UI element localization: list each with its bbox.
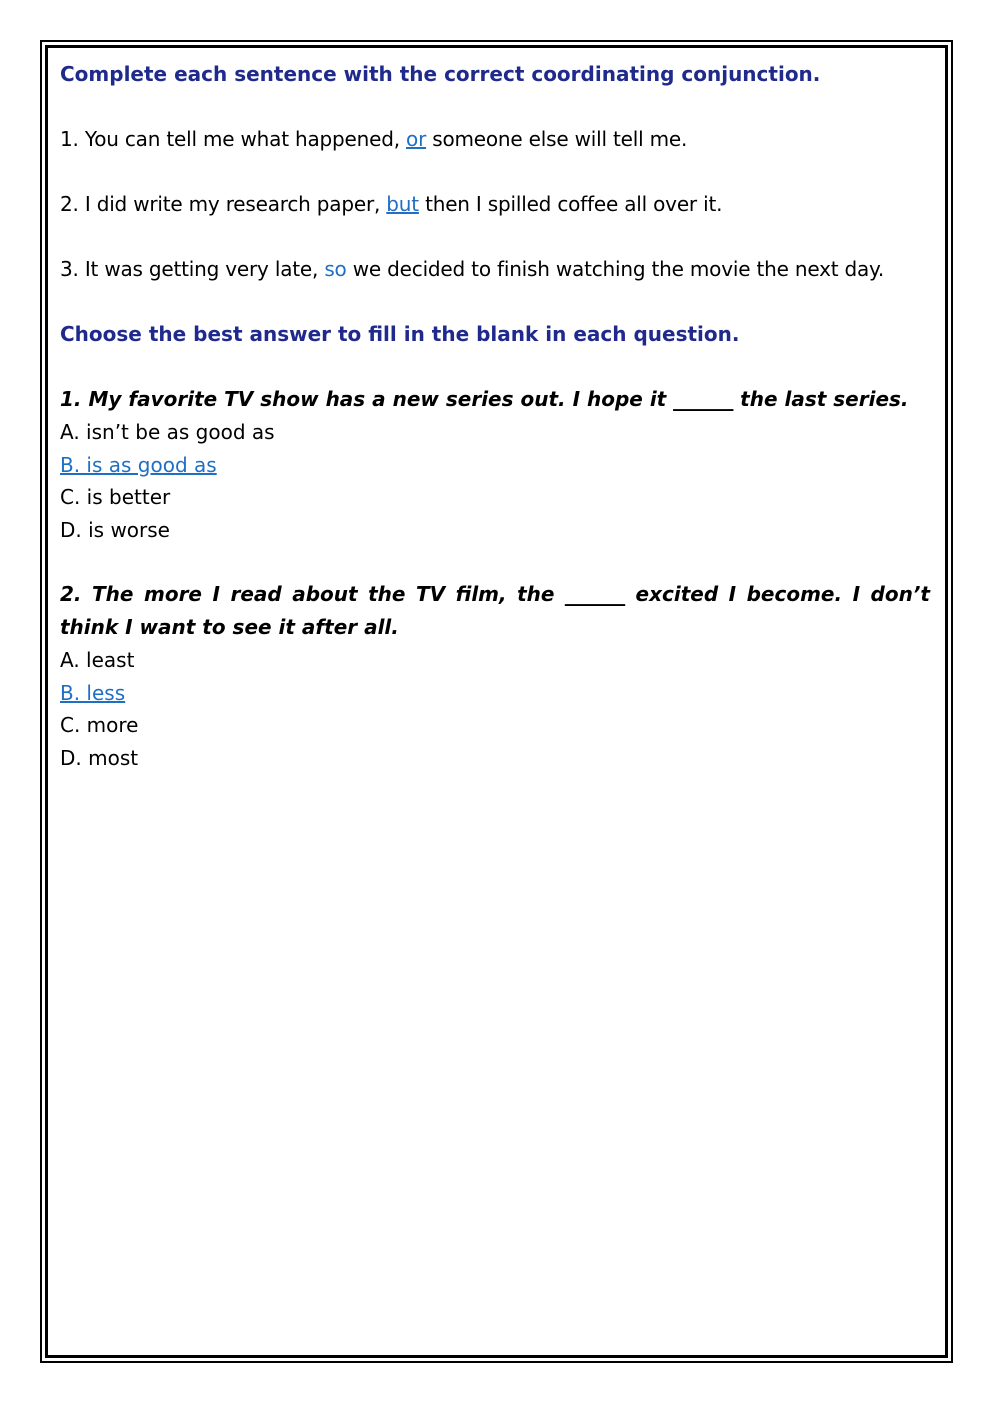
question-1-option-b-correct[interactable]: B. is as good as bbox=[60, 452, 217, 477]
sentence-3-after: we decided to finish watching the movie the next day. bbox=[346, 257, 884, 281]
section-title-conjunctions: Complete each sentence with the correct coordinating conjunction. bbox=[60, 62, 821, 86]
section-title-multiple-choice: Choose the best answer to fill in the blank in each question. bbox=[60, 322, 740, 346]
question-1-option-a[interactable]: A. isn’t be as good as bbox=[60, 420, 275, 444]
worksheet-content bbox=[60, 58, 930, 774]
sentence-2-after: then I spilled coffee all over it. bbox=[418, 192, 723, 216]
sentence-2-answer[interactable]: but bbox=[386, 192, 419, 216]
question-2-option-b-correct[interactable]: B. less bbox=[60, 680, 126, 705]
question-1-option-d[interactable]: D. is worse bbox=[60, 517, 170, 542]
sentence-3 bbox=[60, 253, 930, 286]
question-1-option-c[interactable]: C. is better bbox=[60, 485, 171, 509]
sentence-2-before: 2. I did write my research paper, bbox=[60, 192, 387, 216]
question-1-text: 1. My favorite TV show has a new series out. I hope it ______ the last series. bbox=[60, 387, 909, 411]
question-2-text: 2. The more I read about the TV film, the ______ excited I become. I don’t think I want to see it after all. bbox=[60, 582, 930, 639]
sentence-1 bbox=[60, 123, 930, 156]
sentence-3-before: 3. It was getting very late, bbox=[60, 257, 325, 281]
question-2-option-c[interactable]: C. more bbox=[60, 713, 139, 737]
question-2-option-d[interactable]: D. most bbox=[60, 745, 139, 770]
sentence-1-after: someone else will tell me. bbox=[426, 127, 688, 151]
sentence-2 bbox=[60, 188, 930, 221]
sentence-3-answer: so bbox=[324, 257, 347, 281]
question-2-option-a[interactable]: A. least bbox=[60, 648, 135, 672]
sentence-1-answer[interactable]: or bbox=[406, 127, 427, 151]
sentence-1-before: 1. You can tell me what happened, bbox=[60, 127, 407, 151]
